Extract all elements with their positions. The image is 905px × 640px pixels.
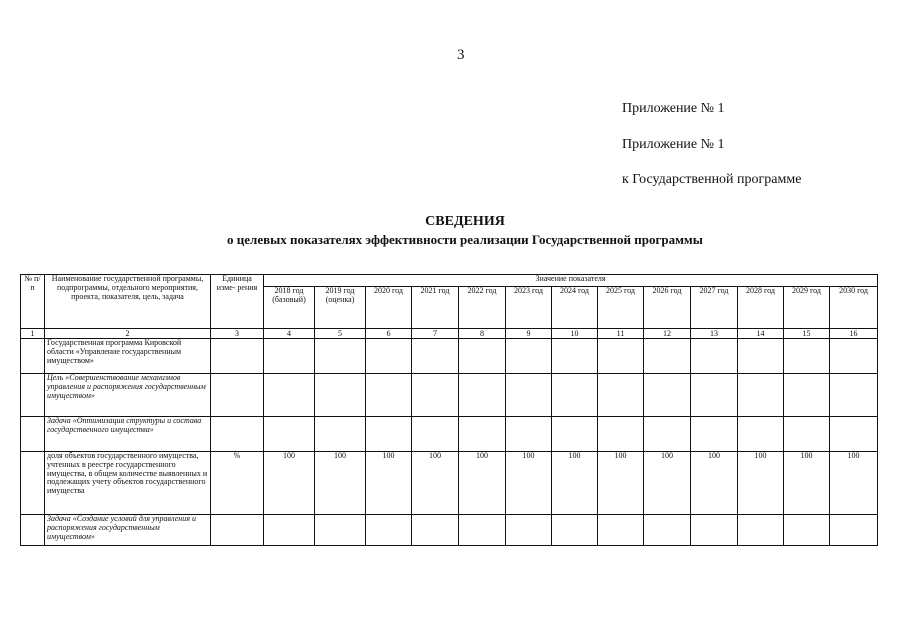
row-number-cell xyxy=(21,515,45,546)
row-value xyxy=(412,374,459,417)
row-value xyxy=(459,374,506,417)
row-value xyxy=(552,339,598,374)
table-row xyxy=(21,374,878,417)
column-number: 8 xyxy=(459,329,506,339)
header-year: 2023 год xyxy=(506,287,552,329)
row-value xyxy=(459,417,506,452)
row-unit xyxy=(211,339,264,374)
appendix-line-2: Приложение № 1 xyxy=(622,137,725,152)
row-value xyxy=(691,417,738,452)
header-year: 2020 год xyxy=(366,287,412,329)
row-value: 100 xyxy=(459,452,506,515)
header-num: № п/п xyxy=(21,275,45,329)
row-value xyxy=(830,374,878,417)
header-year: 2027 год xyxy=(691,287,738,329)
column-number: 13 xyxy=(691,329,738,339)
column-number: 10 xyxy=(552,329,598,339)
column-number: 9 xyxy=(506,329,552,339)
row-value xyxy=(366,417,412,452)
row-value xyxy=(738,339,784,374)
header-name: Наименование государственной программы, подпрограммы, отдельного мероприятия, проекта, показателя, цель, задача xyxy=(45,275,211,329)
row-unit: % xyxy=(211,452,264,515)
row-value: 100 xyxy=(598,452,644,515)
row-name: Государственная программа Кировской области «Управление государственным имуществом» xyxy=(45,339,211,374)
row-value xyxy=(830,339,878,374)
row-value xyxy=(366,339,412,374)
header-values-group: Значение показателя xyxy=(264,275,878,287)
column-number: 5 xyxy=(315,329,366,339)
row-value xyxy=(264,417,315,452)
row-value xyxy=(264,515,315,546)
row-value xyxy=(506,515,552,546)
row-value: 100 xyxy=(738,452,784,515)
row-value xyxy=(315,417,366,452)
header-year: 2024 год xyxy=(552,287,598,329)
header-year: 2028 год xyxy=(738,287,784,329)
column-number: 16 xyxy=(830,329,878,339)
row-value xyxy=(315,374,366,417)
row-value xyxy=(506,339,552,374)
row-name: Цель «Совершенствование механизмов управления и распоряжения государственным имуществом» xyxy=(45,374,211,417)
row-value xyxy=(366,374,412,417)
indicators-table xyxy=(20,274,878,546)
row-number-cell xyxy=(21,452,45,515)
row-value xyxy=(738,417,784,452)
row-value: 100 xyxy=(264,452,315,515)
row-value xyxy=(552,417,598,452)
column-number: 15 xyxy=(784,329,830,339)
row-value xyxy=(644,339,691,374)
row-value xyxy=(459,339,506,374)
row-value: 100 xyxy=(784,452,830,515)
header-year: 2022 год xyxy=(459,287,506,329)
row-value xyxy=(552,515,598,546)
row-value xyxy=(644,374,691,417)
row-name: Задача «Создание условий для управления и распоряжения государственным имуществом» xyxy=(45,515,211,546)
row-number-cell xyxy=(21,374,45,417)
row-value xyxy=(830,515,878,546)
row-value: 100 xyxy=(644,452,691,515)
row-value: 100 xyxy=(506,452,552,515)
row-value xyxy=(644,515,691,546)
row-value xyxy=(738,374,784,417)
header-year: 2026 год xyxy=(644,287,691,329)
row-value xyxy=(412,515,459,546)
header-year: 2030 год xyxy=(830,287,878,329)
row-number-cell xyxy=(21,339,45,374)
row-unit xyxy=(211,417,264,452)
row-value xyxy=(552,374,598,417)
row-value xyxy=(315,339,366,374)
appendix-line-3: к Государственной программе xyxy=(622,172,802,187)
row-value xyxy=(784,515,830,546)
row-value: 100 xyxy=(366,452,412,515)
column-number: 2 xyxy=(45,329,211,339)
row-unit xyxy=(211,515,264,546)
row-value xyxy=(691,515,738,546)
table-row xyxy=(21,452,878,515)
row-value xyxy=(598,374,644,417)
row-value: 100 xyxy=(552,452,598,515)
header-unit: Единица изме- рения xyxy=(211,275,264,329)
row-value xyxy=(412,417,459,452)
table-row xyxy=(21,417,878,452)
row-value xyxy=(459,515,506,546)
row-value xyxy=(691,374,738,417)
row-value xyxy=(264,339,315,374)
row-value xyxy=(315,515,366,546)
row-value xyxy=(506,374,552,417)
row-value xyxy=(598,339,644,374)
row-value xyxy=(830,417,878,452)
row-value: 100 xyxy=(830,452,878,515)
row-value xyxy=(784,417,830,452)
row-value: 100 xyxy=(412,452,459,515)
row-name: Задача «Оптимизация структуры и состава государственного имущества» xyxy=(45,417,211,452)
row-value xyxy=(738,515,784,546)
page-number: 3 xyxy=(457,47,465,63)
column-number: 11 xyxy=(598,329,644,339)
document-subtitle: о целевых показателях эффективности реализации Государственной программы xyxy=(227,232,703,247)
appendix-line-1: Приложение № 1 xyxy=(622,101,725,116)
row-value xyxy=(264,374,315,417)
column-number: 12 xyxy=(644,329,691,339)
table-row xyxy=(21,515,878,546)
column-number: 14 xyxy=(738,329,784,339)
row-value xyxy=(598,515,644,546)
row-value xyxy=(784,339,830,374)
row-value xyxy=(784,374,830,417)
row-value xyxy=(644,417,691,452)
table-row xyxy=(21,339,878,374)
header-year: 2029 год xyxy=(784,287,830,329)
row-value: 100 xyxy=(315,452,366,515)
header-year: 2019 год (оценка) xyxy=(315,287,366,329)
header-year: 2021 год xyxy=(412,287,459,329)
row-value: 100 xyxy=(691,452,738,515)
document-title: СВЕДЕНИЯ xyxy=(425,214,505,229)
column-number: 1 xyxy=(21,329,45,339)
row-value xyxy=(691,339,738,374)
row-value xyxy=(506,417,552,452)
column-number: 3 xyxy=(211,329,264,339)
row-value xyxy=(412,339,459,374)
row-unit xyxy=(211,374,264,417)
header-year: 2018 год (базовый) xyxy=(264,287,315,329)
column-number: 6 xyxy=(366,329,412,339)
row-value xyxy=(598,417,644,452)
row-name: доля объектов государственного имущества, учтенных в реестре государственного имущества, в общем количестве выявленных и подлежащих учету объектов государственного имущества xyxy=(45,452,211,515)
row-number-cell xyxy=(21,417,45,452)
column-number: 4 xyxy=(264,329,315,339)
column-number: 7 xyxy=(412,329,459,339)
row-value xyxy=(366,515,412,546)
header-year: 2025 год xyxy=(598,287,644,329)
